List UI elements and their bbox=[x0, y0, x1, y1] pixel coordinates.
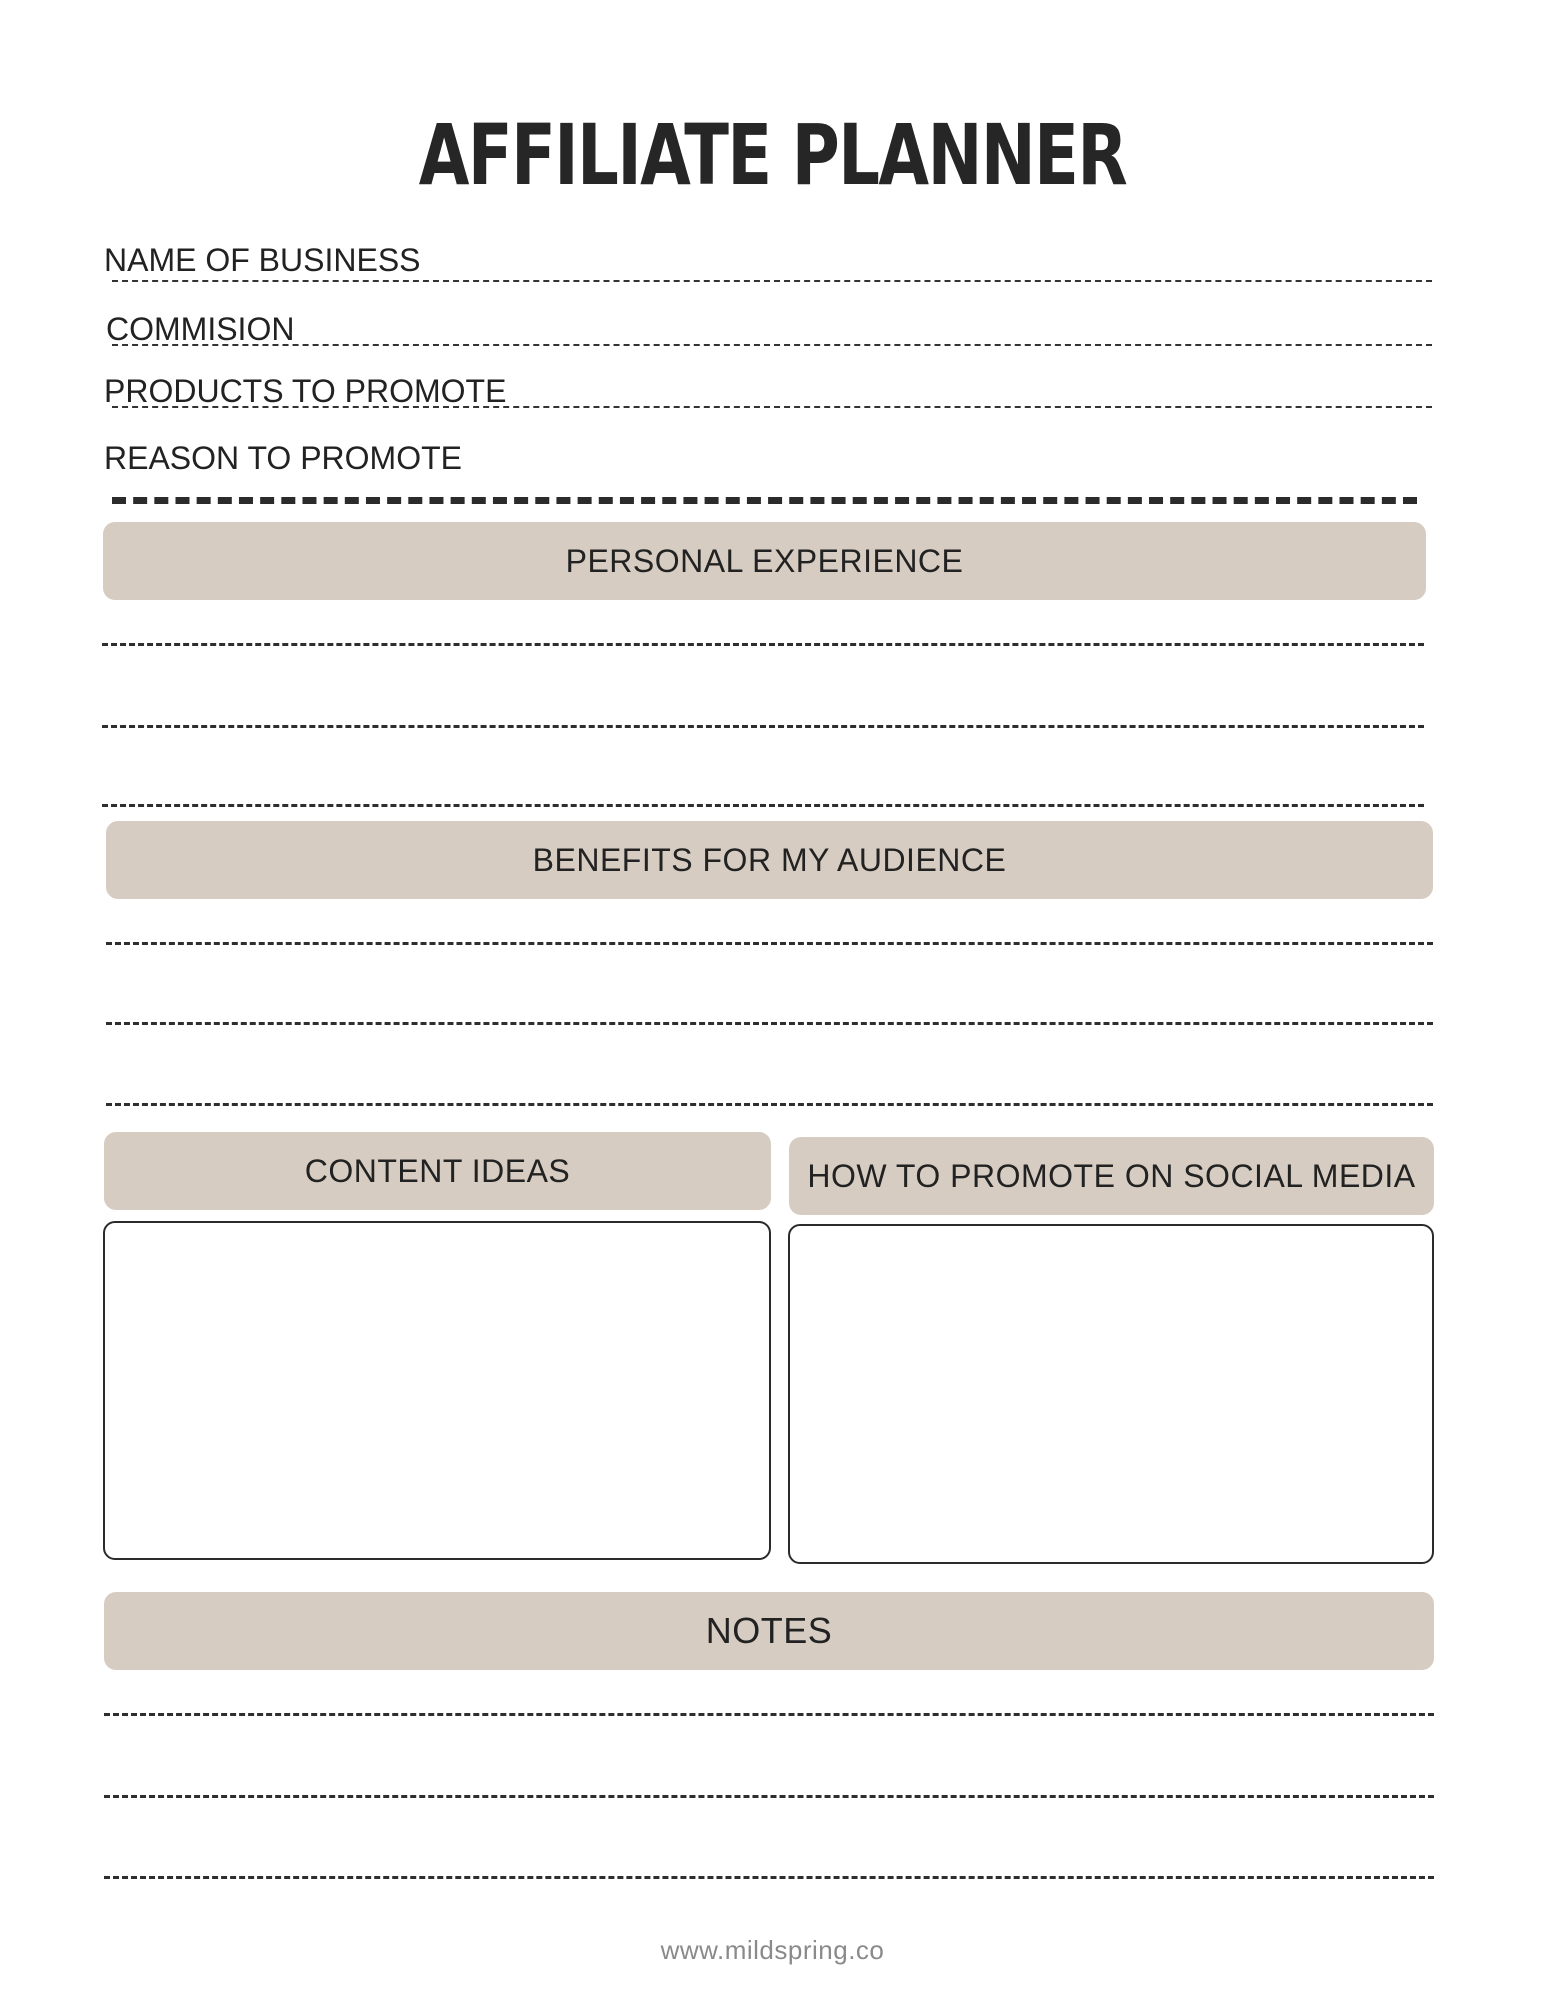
commision-label: COMMISION bbox=[106, 311, 295, 347]
content-ideas-banner bbox=[104, 1132, 771, 1210]
page-title: AFFILIATE PLANNER bbox=[418, 106, 1127, 204]
notes-banner bbox=[104, 1592, 1434, 1670]
benefits-line-2[interactable] bbox=[106, 1022, 1433, 1025]
notes-line-2[interactable] bbox=[104, 1795, 1434, 1798]
content-ideas-heading: CONTENT IDEAS bbox=[304, 1152, 571, 1189]
reason-to-promote-label: REASON TO PROMOTE bbox=[104, 440, 462, 476]
footer-url: www.mildspring.co bbox=[660, 1935, 885, 1965]
name-of-business-line[interactable] bbox=[112, 280, 1432, 282]
benefits-heading: BENEFITS FOR MY AUDIENCE bbox=[532, 841, 1007, 878]
personal-experience-line-1[interactable] bbox=[102, 643, 1424, 646]
benefits-line-3[interactable] bbox=[106, 1103, 1433, 1106]
benefits-banner bbox=[106, 821, 1433, 899]
content-ideas-box[interactable] bbox=[103, 1221, 771, 1560]
products-to-promote-line[interactable] bbox=[112, 406, 1432, 408]
social-media-heading: HOW TO PROMOTE ON SOCIAL MEDIA bbox=[807, 1157, 1416, 1194]
social-media-banner bbox=[789, 1137, 1434, 1215]
personal-experience-line-2[interactable] bbox=[102, 725, 1424, 728]
commision-line[interactable] bbox=[112, 344, 1432, 346]
products-to-promote-label: PRODUCTS TO PROMOTE bbox=[104, 373, 507, 409]
social-media-box[interactable] bbox=[788, 1224, 1434, 1564]
personal-experience-heading: PERSONAL EXPERIENCE bbox=[565, 542, 964, 579]
name-of-business-label: NAME OF BUSINESS bbox=[104, 242, 421, 278]
notes-line-1[interactable] bbox=[104, 1713, 1434, 1716]
reason-to-promote-line[interactable] bbox=[112, 497, 1417, 504]
benefits-line-1[interactable] bbox=[106, 942, 1433, 945]
personal-experience-banner bbox=[103, 522, 1426, 600]
notes-line-3[interactable] bbox=[104, 1876, 1434, 1879]
personal-experience-line-3[interactable] bbox=[102, 804, 1424, 807]
notes-heading: NOTES bbox=[705, 1610, 833, 1651]
